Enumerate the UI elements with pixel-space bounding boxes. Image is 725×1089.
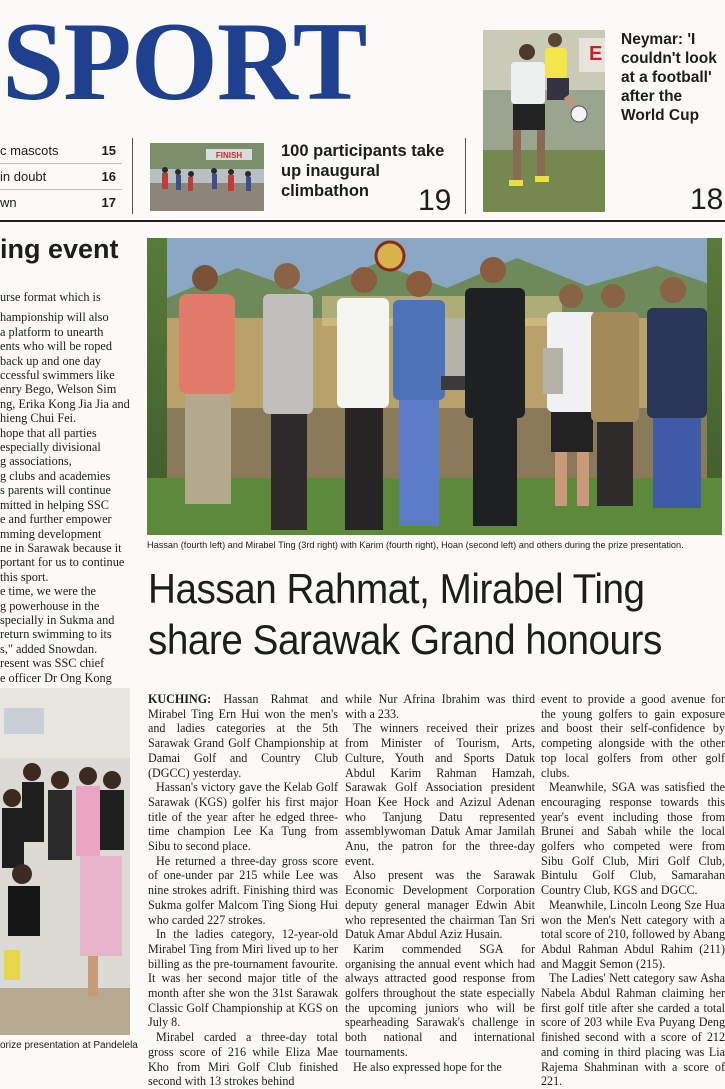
left-article-line: hope that all parties bbox=[0, 425, 97, 440]
group-photo-icon bbox=[0, 688, 130, 1035]
headline-line: Hassan Rahmat, Mirabel Ting bbox=[148, 565, 645, 612]
headline-line: share Sarawak Grand honours bbox=[148, 616, 662, 663]
left-article-line: e time, we were the bbox=[0, 584, 96, 599]
teaser-title-line: after the bbox=[621, 88, 683, 105]
paragraph-text: Mirabel carded a three-day total gross score of 216 while Eliza Mae Kho from Miri Golf Club finished second with 13 strokes behind bbox=[148, 1030, 338, 1089]
left-article-headline: ing event bbox=[0, 234, 119, 264]
article-headline bbox=[148, 563, 677, 665]
climbathon-page-number: 19 bbox=[418, 184, 452, 217]
teaser-title-line: up inaugural climbathon bbox=[281, 161, 380, 200]
article-paragraph bbox=[148, 854, 338, 928]
left-article-line: back up and one day bbox=[0, 353, 102, 368]
paragraph-text: He returned a three-day gross score of one-under par 215 while Lee was nine strokes adrift. Finishing third was Sukma golfer Malcom Ting Siong Hui who carded 227 strokes. bbox=[148, 853, 338, 927]
teaser-title-line: at a football' bbox=[621, 69, 712, 86]
dateline: KUCHING: bbox=[148, 692, 212, 706]
article-paragraph: while Nur Afrina Ibrahim was third with a 233. bbox=[345, 692, 535, 721]
column-rule bbox=[132, 138, 133, 214]
article-paragraph bbox=[148, 1030, 338, 1089]
article-paragraph: He also expressed hope for the bbox=[353, 1059, 502, 1074]
left-article-line: a platform to unearth bbox=[0, 324, 104, 339]
left-article-line: urse format which is bbox=[0, 290, 101, 304]
left-article-line: return swimming to its bbox=[0, 627, 112, 642]
article-paragraph: The winners received their prizes from Minister of Tourism, Arts, Culture, Youth and Sports Datuk Abdul Karim Rahman Hamzah, Sarawak Golf Association president Hoan Kee Hock and Azizul Adenan who Tanjung Datu represented assemblywoman Datuk Amar Jamilah Anu, the patron for the three-day event. bbox=[345, 721, 535, 868]
left-article-line: e officer Dr Ong Kong bbox=[0, 670, 112, 685]
finish-banner-text: FINISH bbox=[215, 151, 243, 160]
left-article-line: especially divisional bbox=[0, 440, 101, 455]
toc-label: c mascots bbox=[0, 143, 59, 158]
football-photo-icon bbox=[483, 30, 605, 212]
article-column-2 bbox=[345, 692, 535, 1080]
article-paragraph bbox=[148, 927, 338, 1030]
toc-item[interactable] bbox=[0, 190, 122, 216]
toc-page: 17 bbox=[101, 195, 116, 210]
masthead bbox=[0, 0, 725, 225]
column-rule bbox=[465, 138, 466, 214]
photo-caption: Hassan (fourth left) and Mirabel Ting (3rd right) with Karim (fourth right), Hoan (second left) and others during the prize presentation. bbox=[147, 540, 684, 550]
toc-page: 15 bbox=[101, 143, 116, 158]
left-article-line: portant for us to continue bbox=[0, 555, 125, 570]
left-article-line: specially in Sukma and bbox=[0, 612, 115, 627]
left-article-line: ents who will be roped bbox=[0, 339, 113, 354]
left-article-body bbox=[0, 290, 142, 685]
article-paragraph: Meanwhile, SGA was satisfied the encouraging response towards this year's event including those from Brunei and Sabah while the local golfers who competed were from Sibu Golf Club, Miri Golf Club, Bintulu Golf Club, Samarahan Country Club, KGS and DGCC. bbox=[541, 780, 725, 898]
pandelela-photo bbox=[0, 688, 130, 1035]
teaser-title-line: couldn't look bbox=[621, 50, 717, 67]
left-article-line: mitted in helping SSC bbox=[0, 497, 109, 512]
left-article-line: ng, Erika Kong Jia Jia and bbox=[0, 396, 130, 411]
toc-list bbox=[0, 138, 122, 216]
article-paragraph bbox=[148, 780, 338, 854]
left-article-line: s," added Snowdan. bbox=[0, 641, 98, 656]
toc-page: 16 bbox=[101, 169, 116, 184]
left-article-line: s parents will continue bbox=[0, 483, 111, 498]
left-article-line: resent was SSC chief bbox=[0, 656, 105, 671]
toc-label: wn bbox=[0, 195, 17, 210]
side-photo-caption: orize presentation at Pandelela bbox=[0, 1040, 138, 1051]
section-logo: SPORT bbox=[2, 0, 367, 124]
left-article-line: ccessful swimmers like bbox=[0, 368, 115, 383]
article-paragraph: Karim commended SGA for organising the annual event which had always attracted good response from golfers throughout the state especially the upcoming juniors who will be spearheading Sarawak's challenge in both national and international tournaments. bbox=[345, 941, 535, 1059]
left-article-line: hieng Chui Fei. bbox=[0, 411, 77, 426]
toc-label: in doubt bbox=[0, 169, 47, 184]
left-article-line: e and further empower bbox=[0, 512, 112, 527]
masthead-divider bbox=[0, 220, 725, 222]
neymar-page-number: 18 bbox=[690, 183, 724, 216]
article-paragraph bbox=[148, 692, 338, 780]
neymar-thumbnail[interactable] bbox=[483, 30, 605, 212]
teaser-title-line: World Cup bbox=[621, 107, 700, 124]
paragraph-text: Hassan's victory gave the Kelab Golf Sarawak (KGS) golfer his first major title of the year after he edged three-time champion Lee Ka Tung from Sibu to second place. bbox=[148, 780, 338, 854]
toc-item[interactable] bbox=[0, 138, 122, 164]
article-paragraph: event to provide a good avenue for the young golfers to gain exposure and boost their self-confidence by competing alongside with the other top local golfers from other golf clubs. bbox=[541, 692, 725, 780]
neymar-teaser-title[interactable] bbox=[621, 30, 725, 125]
left-article-line: g powerhouse in the bbox=[0, 598, 100, 613]
left-article-line: this sport. bbox=[0, 569, 49, 584]
paragraph-text: In the ladies category, 12-year-old Mirabel Ting from Miri lived up to her billing as the pre-tournament favourite. It was her second major title of the month after she won the 31st Sarawak Classic Golf Championship at KGS on July 8. bbox=[148, 927, 338, 1030]
article-paragraph: The Ladies' Nett category saw Asha Nabela Abdul Rahman claiming her first golf title after she carded a total score of 203 while Eva Puyang Deng finished second with a score of 212 and coming in third placing was Lia Rajema Shahminan with a score of 221. bbox=[541, 971, 725, 1089]
left-article-line: g associations, bbox=[0, 454, 72, 469]
prize-presentation-photo-icon bbox=[147, 238, 722, 535]
article-paragraph: Also present was the Sarawak Economic Development Corporation deputy general manager Edwin Abit who represented the chairman Tan Sri Datuk Amar Abdul Aziz Husain. bbox=[345, 868, 535, 942]
left-article-line: hampionship will also bbox=[0, 310, 109, 325]
svg-text:E: E bbox=[589, 43, 603, 65]
left-article-line: mming development bbox=[0, 526, 102, 541]
left-article-line: enry Bego, Welson Sim bbox=[0, 382, 117, 397]
teaser-title-line: Neymar: 'I bbox=[621, 31, 696, 48]
left-article-line: ne in Sarawak because it bbox=[0, 540, 122, 555]
teaser-title-line: 100 participants take bbox=[281, 142, 445, 160]
paragraph-text: Hassan Rahmat and Mirabel Ting Ern Hui won the men's and ladies categories at the 5th Sarawak Grand Golf Championship at Damai Golf and Country Club (DGCC) yesterday. bbox=[148, 692, 338, 780]
toc-item[interactable] bbox=[0, 164, 122, 190]
prize-presentation-photo bbox=[147, 238, 722, 535]
article-column-1 bbox=[148, 692, 338, 1089]
article-paragraph: Meanwhile, Lincoln Leong Sze Hua won the Men's Nett category with a total score of 210, followed by Abang Abdul Rahman Abdul Rahim (211) and Maggit Semon (215). bbox=[541, 897, 725, 971]
climbathon-photo-icon bbox=[150, 143, 264, 211]
left-article-line: g clubs and academies bbox=[0, 468, 111, 483]
climbathon-thumbnail[interactable] bbox=[150, 143, 264, 211]
article-column-3 bbox=[541, 692, 725, 1089]
